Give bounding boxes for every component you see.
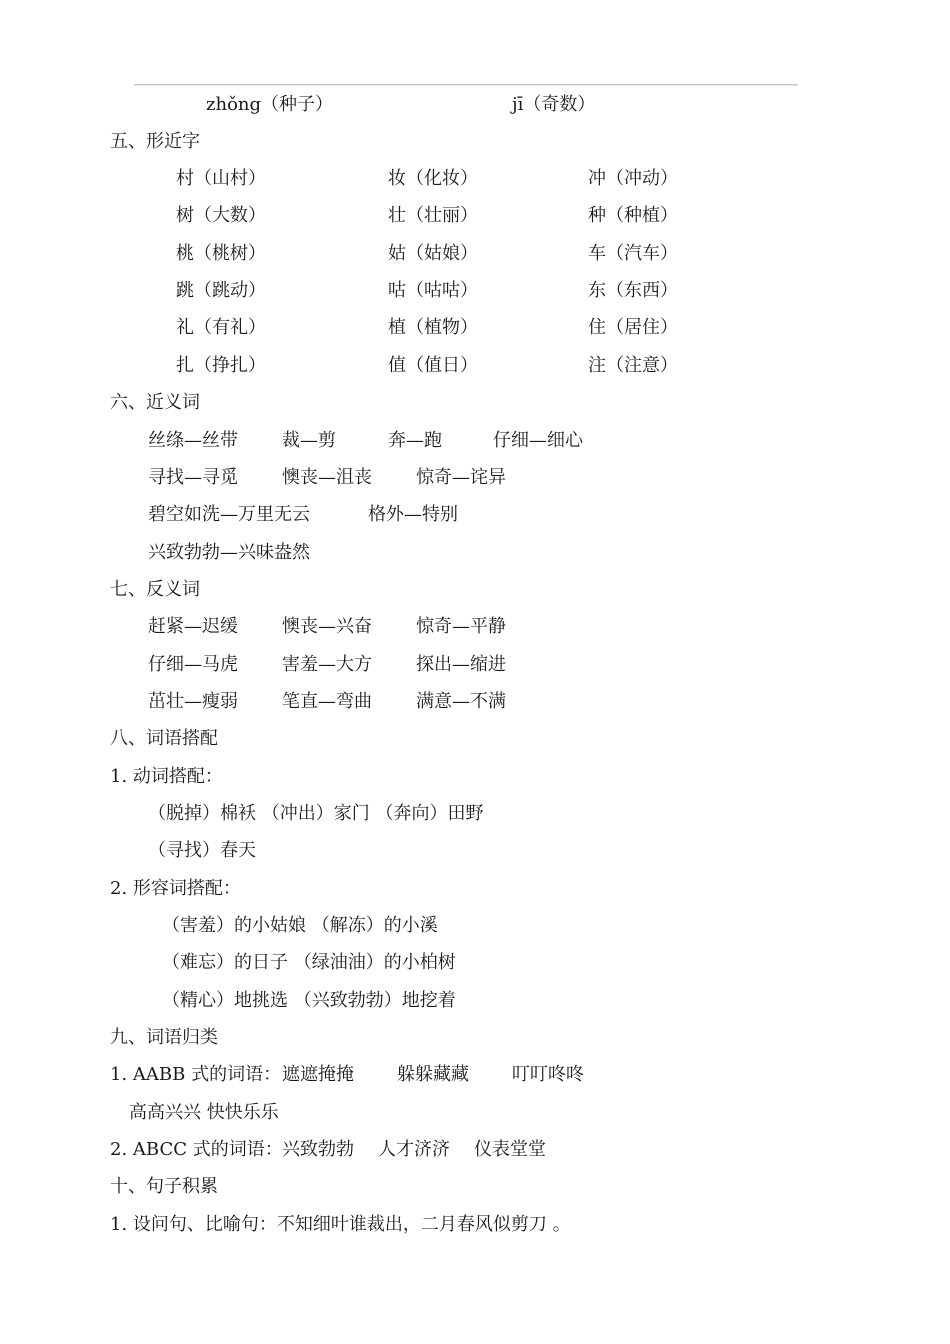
header-rule	[134, 84, 798, 85]
similar-char-item: 壮（壮丽）	[388, 205, 478, 226]
similar-char-item: 东（东西）	[588, 280, 678, 301]
section-heading: 七、反义词	[110, 579, 200, 600]
similar-char-item: 注（注意）	[588, 355, 678, 376]
antonym-pair: 茁壮—瘦弱	[148, 691, 238, 712]
collocation-row: （害羞）的小姑娘 （解冻）的小溪	[162, 915, 438, 936]
similar-char-item: 扎（挣扎）	[176, 355, 266, 376]
word-item: 高高兴兴 快快乐乐	[129, 1102, 279, 1123]
section-heading: 九、词语归类	[110, 1027, 218, 1048]
similar-char-item: 妆（化妆）	[388, 168, 478, 189]
synonym-pair: 懊丧—沮丧	[282, 467, 372, 488]
antonym-pair: 害羞—大方	[282, 654, 372, 675]
section-heading: 五、形近字	[110, 131, 200, 152]
sentence-item: 1. 设问句、比喻句：不知细叶谁裁出，二月春风似剪刀 。	[110, 1214, 571, 1235]
pinyin-item: zhǒng（种子）	[206, 94, 334, 115]
antonym-pair: 赶紧—迟缓	[148, 616, 238, 637]
pinyin-item: jī（奇数）	[512, 94, 596, 115]
word-item: 躲躲藏藏	[397, 1064, 469, 1085]
subsection-label: 1. AABB 式的词语：	[110, 1064, 282, 1085]
antonym-pair: 满意—不满	[416, 691, 506, 712]
similar-char-item: 冲（冲动）	[588, 168, 678, 189]
collocation-row: （寻找）春天	[148, 840, 256, 861]
word-item: 仪表堂堂	[474, 1139, 546, 1160]
similar-char-item: 树（大数）	[176, 205, 266, 226]
section-heading: 十、句子积累	[110, 1176, 218, 1197]
synonym-pair: 惊奇—诧异	[416, 467, 506, 488]
similar-char-item: 礼（有礼）	[176, 317, 266, 338]
synonym-pair: 碧空如洗—万里无云	[148, 504, 310, 525]
word-item: 兴致勃勃	[282, 1139, 354, 1160]
similar-char-item: 咕（咕咕）	[388, 280, 478, 301]
synonym-pair: 裁—剪	[282, 430, 336, 451]
antonym-pair: 笔直—弯曲	[282, 691, 372, 712]
similar-char-item: 车（汽车）	[588, 243, 678, 264]
synonym-pair: 丝绦—丝带	[148, 430, 238, 451]
collocation-row: （脱掉）棉袄 （冲出）家门 （奔向）田野	[148, 803, 484, 824]
similar-char-item: 住（居住）	[588, 317, 678, 338]
similar-char-item: 值（值日）	[388, 355, 478, 376]
word-item: 人才济济	[378, 1139, 450, 1160]
collocation-row: （难忘）的日子 （绿油油）的小柏树	[162, 952, 456, 973]
similar-char-item: 植（植物）	[388, 317, 478, 338]
section-heading: 六、近义词	[110, 392, 200, 413]
collocation-row: （精心）地挑选 （兴致勃勃）地挖着	[162, 990, 456, 1011]
synonym-pair: 奔—跑	[388, 430, 442, 451]
similar-char-item: 跳（跳动）	[176, 280, 266, 301]
similar-char-item: 种（种植）	[588, 205, 678, 226]
subsection-label: 2. 形容词搭配：	[110, 878, 241, 899]
word-item: 遮遮掩掩	[282, 1064, 354, 1085]
subsection-label: 2. ABCC 式的词语：	[110, 1139, 283, 1160]
similar-char-item: 桃（桃树）	[176, 243, 266, 264]
subsection-label: 1. 动词搭配：	[110, 766, 223, 787]
section-heading: 八、词语搭配	[110, 728, 218, 749]
similar-char-item: 姑（姑娘）	[388, 243, 478, 264]
similar-char-item: 村（山村）	[176, 168, 266, 189]
synonym-pair: 兴致勃勃—兴味盎然	[148, 542, 310, 563]
antonym-pair: 懊丧—兴奋	[282, 616, 372, 637]
synonym-pair: 仔细—细心	[493, 430, 583, 451]
synonym-pair: 寻找—寻觅	[148, 467, 238, 488]
antonym-pair: 仔细—马虎	[148, 654, 238, 675]
antonym-pair: 探出—缩进	[416, 654, 506, 675]
synonym-pair: 格外—特别	[368, 504, 458, 525]
word-item: 叮叮咚咚	[512, 1064, 584, 1085]
antonym-pair: 惊奇—平静	[416, 616, 506, 637]
